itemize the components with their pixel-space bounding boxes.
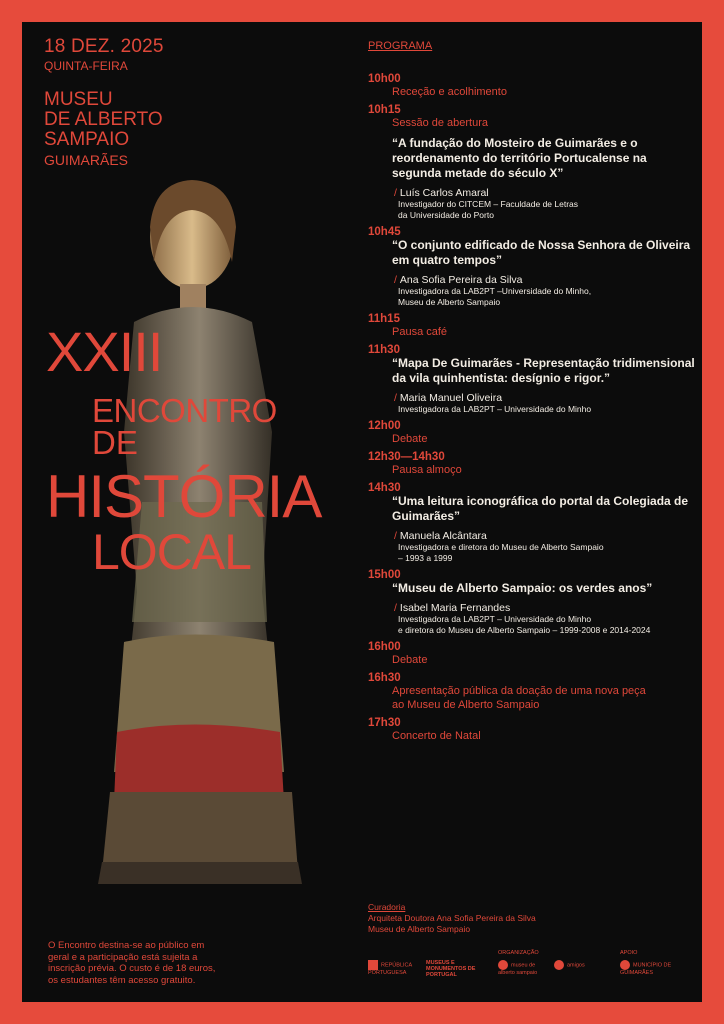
poster	[22, 22, 702, 1002]
amigos-logo	[554, 960, 608, 970]
speaker-name: Isabel Maria Fernandes	[399, 602, 511, 614]
speaker-name: Luís Carlos Amaral	[399, 187, 489, 199]
schedule-item: Sessão de abertura	[392, 117, 489, 129]
time-slot: 17h30	[368, 717, 401, 729]
speaker	[394, 187, 698, 199]
talk-title: “Mapa De Guimarães - Representação tridimensional da vila quinhentista: desígnio e rigor.”	[392, 356, 695, 385]
flag-icon	[368, 960, 378, 970]
speaker-affiliation: – 1993 a 1999	[398, 553, 453, 563]
schedule-item: Debate	[392, 433, 428, 445]
talk-title: “O conjunto edificado de Nossa Senhora de Oliveira em quatro tempos”	[392, 238, 691, 267]
logo-text: museu de alberto sampaio	[498, 962, 538, 976]
schedule-item: Debate	[392, 654, 428, 666]
speaker-affiliation: Investigadora da LAB2PT –Universidade do Minho,	[398, 286, 592, 296]
talk-title: “Museu de Alberto Sampaio: os verdes anos”	[392, 581, 653, 595]
logo-text: REPÚBLICA PORTUGUESA	[368, 962, 412, 976]
speaker-affiliation: da Universidade do Porto	[398, 210, 494, 220]
title-de: DE	[92, 424, 138, 461]
curator-org: Museu de Alberto Sampaio	[368, 924, 471, 934]
slash-mark: /	[394, 530, 397, 542]
event-weekday: QUINTA-FEIRA	[44, 59, 128, 73]
heart-icon	[620, 960, 630, 970]
time-slot: 11h30	[368, 344, 400, 356]
time-slot: 12h30—14h30	[368, 451, 445, 463]
museum-line: SAMPAIO	[44, 129, 130, 150]
time-slot: 10h00	[368, 73, 401, 85]
title-numeral: XXIII	[46, 320, 163, 383]
speaker	[394, 392, 698, 404]
museum-line: MUSEU	[44, 89, 113, 110]
republica-portuguesa-logo	[368, 960, 418, 976]
schedule	[368, 68, 698, 743]
event-date: 18 DEZ. 2025	[44, 36, 164, 57]
speaker-name: Maria Manuel Oliveira	[399, 392, 503, 404]
speaker-name: Manuela Alcântara	[399, 530, 487, 542]
logo-text: amigos	[567, 962, 585, 969]
time-slot: 10h45	[368, 226, 401, 238]
time-slot: 16h00	[368, 641, 401, 653]
talk-title: “Uma leitura iconográfica do portal da Colegiada de Guimarães”	[392, 494, 689, 523]
time-slot: 10h15	[368, 104, 401, 116]
schedule-item: Pausa café	[392, 326, 448, 338]
schedule-item: Apresentação pública da doação de uma nova peça ao Museu de Alberto Sampaio	[392, 685, 646, 711]
speaker-affiliation: Investigadora da LAB2PT – Universidade do Minho	[398, 614, 592, 624]
time-slot: 12h00	[368, 420, 401, 432]
schedule-item: Receção e acolhimento	[392, 86, 507, 98]
slash-mark: /	[394, 602, 397, 614]
speaker-affiliation: Investigador do CITCEM – Faculdade de Letras	[398, 199, 579, 209]
registration-note: O Encontro destina-se ao público em geral e a participação está sujeita a inscrição prévia. O custo é de 18 euros, os estudantes têm acesso gratuito.	[48, 940, 216, 986]
amigos-emblem-icon	[554, 960, 564, 970]
title-historia: HISTÓRIA	[46, 463, 322, 530]
museum-line: DE ALBERTO	[44, 109, 163, 130]
museus-monumentos-logo: MUSEUS E MONUMENTOS DE PORTUGAL	[426, 960, 476, 978]
speaker-affiliation: Investigadora da LAB2PT – Universidade do Minho	[398, 404, 592, 414]
talk-title: “A fundação do Mosteiro de Guimarães e o reordenamento do território Portucalense na segunda metade do século X”	[392, 136, 647, 180]
speaker	[394, 274, 698, 286]
time-slot: 14h30	[368, 482, 401, 494]
speaker-affiliation: Museu de Alberto Sampaio	[398, 297, 501, 307]
logo-text: MUNICÍPIO DE GUIMARÃES	[620, 962, 672, 976]
speaker	[394, 602, 698, 614]
time-slot: 11h15	[368, 313, 400, 325]
curadoria	[368, 902, 536, 935]
museu-alberto-sampaio-logo	[498, 960, 548, 976]
schedule-item: Pausa almoço	[392, 464, 462, 476]
museum-emblem-icon	[498, 960, 508, 970]
curadoria-label: Curadoria	[368, 902, 406, 912]
museum-name	[44, 90, 244, 150]
programa-heading: PROGRAMA	[368, 40, 433, 52]
time-slot: 15h00	[368, 569, 401, 581]
slash-mark: /	[394, 187, 397, 199]
logo-strip	[368, 950, 698, 986]
title-local: LOCAL	[92, 524, 251, 580]
schedule-item: Concerto de Natal	[392, 730, 481, 742]
speaker-affiliation: Investigadora e diretora do Museu de Alberto Sampaio	[398, 542, 604, 552]
speaker-name: Ana Sofia Pereira da Silva	[399, 274, 523, 286]
municipio-guimaraes-logo	[620, 960, 680, 976]
organizacao-label: ORGANIZAÇÃO	[498, 950, 539, 956]
time-slot: 16h30	[368, 672, 401, 684]
city-name: GUIMARÃES	[44, 152, 129, 168]
curator-name: Arquiteta Doutora Ana Sofia Pereira da Silva	[368, 913, 536, 923]
speaker	[394, 530, 698, 542]
apoio-label: APOIO	[620, 950, 638, 956]
slash-mark: /	[394, 392, 397, 404]
speaker-affiliation: e diretora do Museu de Alberto Sampaio – 1999-2008 e 2014-2024	[398, 625, 651, 635]
title-encontro: ENCONTRO	[92, 392, 277, 429]
slash-mark: /	[394, 274, 397, 286]
